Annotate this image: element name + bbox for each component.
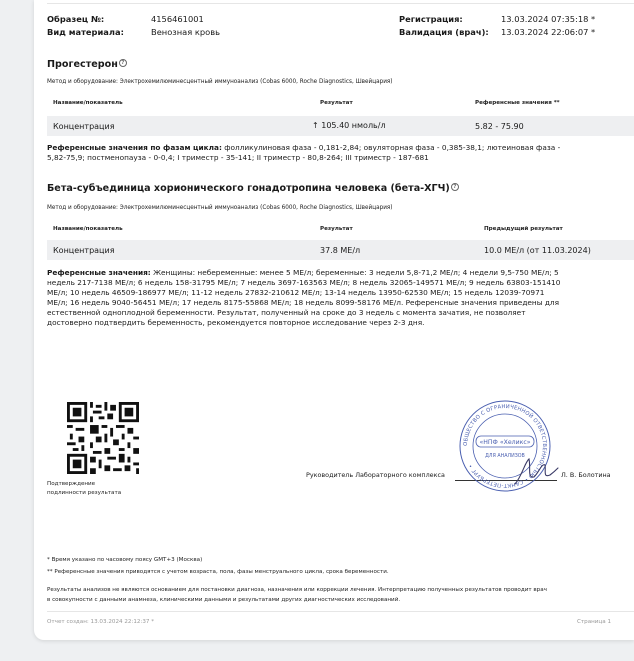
- qr-caption-2: подлинности результата: [47, 490, 122, 496]
- progesterone-row-name: Концентрация: [53, 122, 115, 131]
- disclaimer-line-2: в совокупности с данными анамнеза, клиническими данными и результатами других диагностических исследований.: [47, 597, 401, 603]
- stamp-ring-text: ОБЩЕСТВО С ОГРАНИЧЕННОЙ ОТВЕТСТВЕННОСТЬЮ • САНКТ-ПЕТЕРБУРГ •: [462, 403, 548, 489]
- progesterone-ref-line1: фолликулиновая фаза - 0,181-2,84; овуляторная фаза - 0,385-38,1; лютеиновая фаза -: [224, 143, 561, 152]
- help-icon[interactable]: ?: [119, 59, 127, 67]
- footnote-time: * Время указано по часовому поясу GMT+3 (Москва): [47, 557, 203, 563]
- report-created: Отчет создан: 13.03.2024 22:12:37 *: [47, 619, 155, 625]
- sample-label: Образец №:: [47, 14, 105, 24]
- progesterone-ref-text: [47, 143, 560, 163]
- hcg-row-name: Концентрация: [53, 246, 115, 255]
- sample-value: 4156461001: [151, 14, 204, 24]
- hcg-title: [47, 183, 459, 194]
- progesterone-col-name: Название/показатель: [53, 100, 123, 106]
- disclaimer-line-1: Результаты анализов не являются основанием для постановки диагноза, назначения или коррекции лечения. Интерпретацию полученных результатов проводит врач: [47, 587, 547, 593]
- report-sheet: [34, 0, 634, 640]
- progesterone-row-ref: 5.82 - 75.90: [475, 122, 524, 131]
- hcg-ref-bold: Референсные значения:: [47, 268, 151, 277]
- arrow-up-icon: ↑: [312, 121, 319, 130]
- hcg-ref-line1: Женщины: небеременные: менее 5 МЕ/л; беременные: 3 недели 5,8-71,2 МЕ/л; 4 недели 9,5-750 МЕ/л; 5: [153, 268, 559, 277]
- progesterone-ref-bold: Референсные значения по фазам цикла:: [47, 143, 222, 152]
- progesterone-col-result: Результат: [320, 100, 353, 106]
- signature-scribble: [512, 454, 560, 488]
- progesterone-col-ref: Референсные значения **: [475, 100, 560, 106]
- head-name: Л. В. Болотина: [561, 471, 611, 479]
- hcg-ref-line2: недель 217-7138 МЕ/л; 6 недель 158-31795 МЕ/л; 7 недель 3697-163563 МЕ/л; 8 недель 32065-149571 МЕ/л; 9 недель 63803-151410: [47, 277, 561, 287]
- registration-label: Регистрация:: [399, 14, 463, 24]
- material-label: Вид материала:: [47, 27, 124, 37]
- material-value: Венозная кровь: [151, 27, 220, 37]
- hcg-ref-line3: МЕ/л; 10 недель 46509-186977 МЕ/л; 11-12 недель 27832-210612 МЕ/л; 13-14 недель 13950-62530 МЕ/л; 15 недель 12039-70971: [47, 287, 545, 297]
- footer-divider: [47, 611, 634, 612]
- qr-code[interactable]: [67, 402, 139, 474]
- hcg-row-prev: 10.0 МЕ/л (от 11.03.2024): [484, 246, 591, 255]
- progesterone-ref-line2: 5,82-75,9; постменопауза - 0-0,4; I триместр - 35-141; II триместр - 80,8-264; III триместр - 187-681: [47, 152, 429, 162]
- stamp-center-text: «НПФ «Хеликс»: [479, 439, 531, 446]
- hcg-col-prev: Предыдущий результат: [484, 226, 563, 232]
- help-icon[interactable]: ?: [451, 183, 459, 191]
- progesterone-title-text: Прогестерон: [47, 59, 118, 70]
- hcg-ref-text: [47, 268, 560, 327]
- hcg-col-name: Название/показатель: [53, 226, 123, 232]
- hcg-ref-line5: естественной одноплодной беременности. Результат, полученный на сроке до 3 недель с момента зачатия, не позволяет: [47, 307, 526, 317]
- progesterone-method: Метод и оборудование: Электрохемилюминесцентный иммуноанализ (Cobas 6000, Roche Diagnostics, Швейцария): [47, 79, 393, 85]
- hcg-ref-line4: МЕ/л; 16 недель 9040-56451 МЕ/л; 17 недель 8175-55868 МЕ/л; 18 недель 8099-58176 МЕ/л. Референсные значения приведены для: [47, 297, 560, 307]
- progesterone-title: [47, 59, 127, 70]
- registration-value: 13.03.2024 07:35:18 *: [501, 14, 596, 24]
- head-label: Руководитель Лабораторного комплекса: [306, 471, 445, 479]
- footnote-reference: ** Референсные значения приводятся с учетом возраста, пола, фазы менструального цикла, срока беременности.: [47, 569, 389, 575]
- hcg-method: Метод и оборудование: Электрохемилюминесцентный иммуноанализ (Cobas 6000, Roche Diagnostics, Швейцария): [47, 205, 393, 211]
- stamp-sub-text: ДЛЯ АНАЛИЗОВ: [485, 454, 525, 459]
- progesterone-result-value: 105.40 нмоль/л: [321, 121, 386, 130]
- validation-value: 13.03.2024 22:06:07 *: [501, 27, 596, 37]
- hcg-title-text: Бета-субъединица хорионического гонадотропина человека (бета-ХГЧ): [47, 183, 450, 194]
- hcg-col-result: Результат: [320, 226, 353, 232]
- progesterone-row-result: [312, 121, 386, 130]
- top-divider: [47, 3, 634, 4]
- qr-caption-1: Подтверждение: [47, 481, 96, 487]
- validation-label: Валидация (врач):: [399, 27, 489, 37]
- hcg-ref-line6: достоверно подтвердить беременность, рекомендуется повторное исследование через 2-3 дня.: [47, 317, 425, 327]
- hcg-row-result: 37.8 МЕ/л: [320, 246, 361, 255]
- page-number: Страница 1: [577, 619, 612, 625]
